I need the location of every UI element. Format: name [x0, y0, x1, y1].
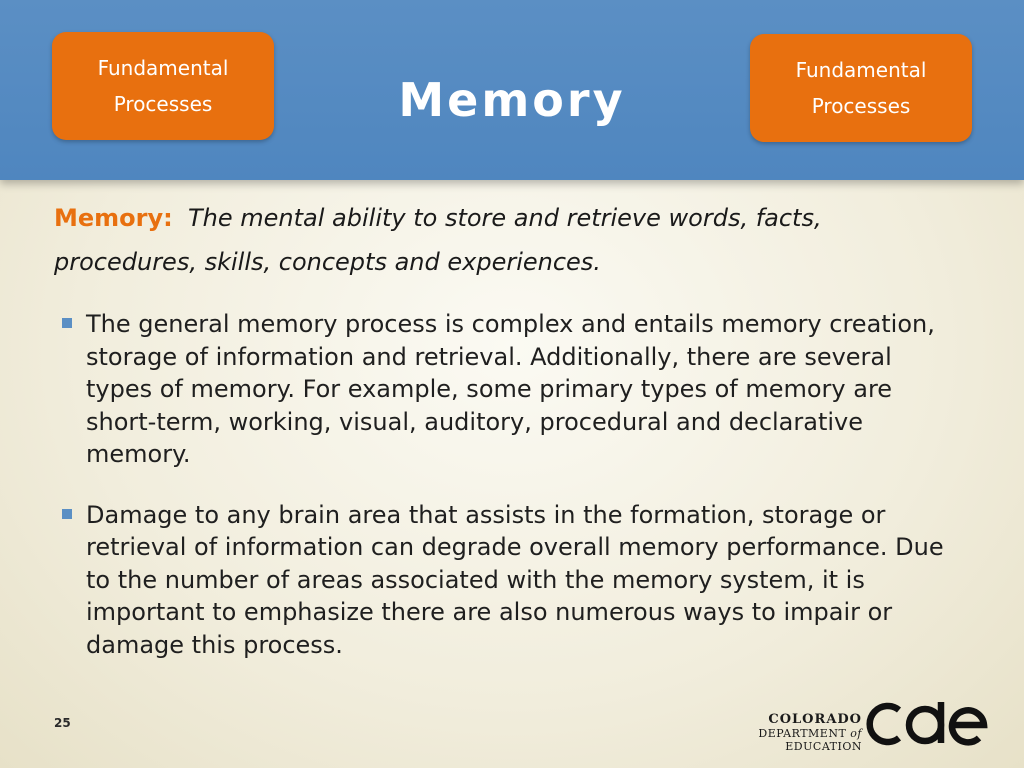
badge-right-line2: Processes — [811, 94, 911, 118]
cde-logo-mark-icon — [862, 696, 988, 752]
logo-department: DEPARTMENT — [758, 727, 847, 740]
logo-of: of — [850, 727, 862, 740]
definition-text: The mental ability to store and retrieve words, facts, procedures, skills, concepts and experiences. — [54, 204, 822, 276]
bullet-list — [60, 308, 960, 661]
logo-line-department — [690, 727, 862, 753]
logo-line-colorado: COLORADO — [768, 712, 862, 727]
bullet-text: Damage to any brain area that assists in the formation, storage or retrieval of information can degrade overall memory performance. Due to the number of areas associated with the memory system, it is important to emphasize there are also numerous ways to impair or damage this process. — [86, 500, 944, 659]
cde-logo — [690, 696, 990, 752]
badge-fundamental-processes-right — [750, 34, 972, 142]
badge-right-line1: Fundamental — [795, 58, 927, 82]
bullet-item — [60, 308, 960, 471]
square-bullet-icon — [62, 509, 72, 519]
logo-text — [690, 712, 862, 753]
logo-education: EDUCATION — [785, 740, 862, 753]
definition-term: Memory: — [54, 204, 173, 232]
bullet-text: The general memory process is complex and entails memory creation, storage of information and retrieval. Additionally, there are several types of memory. For example, some primary types of memory are short-term, working, visual, auditory, procedural and declarative memory. — [86, 310, 935, 468]
slide-title: Memory — [398, 73, 626, 127]
bullet-item — [60, 499, 960, 662]
page-number: 25 — [54, 716, 71, 730]
badge-left-line1: Fundamental — [97, 56, 229, 80]
header-bar — [0, 0, 1024, 180]
badge-left-line2: Processes — [113, 92, 213, 116]
square-bullet-icon — [62, 318, 72, 328]
memory-definition — [54, 196, 954, 284]
